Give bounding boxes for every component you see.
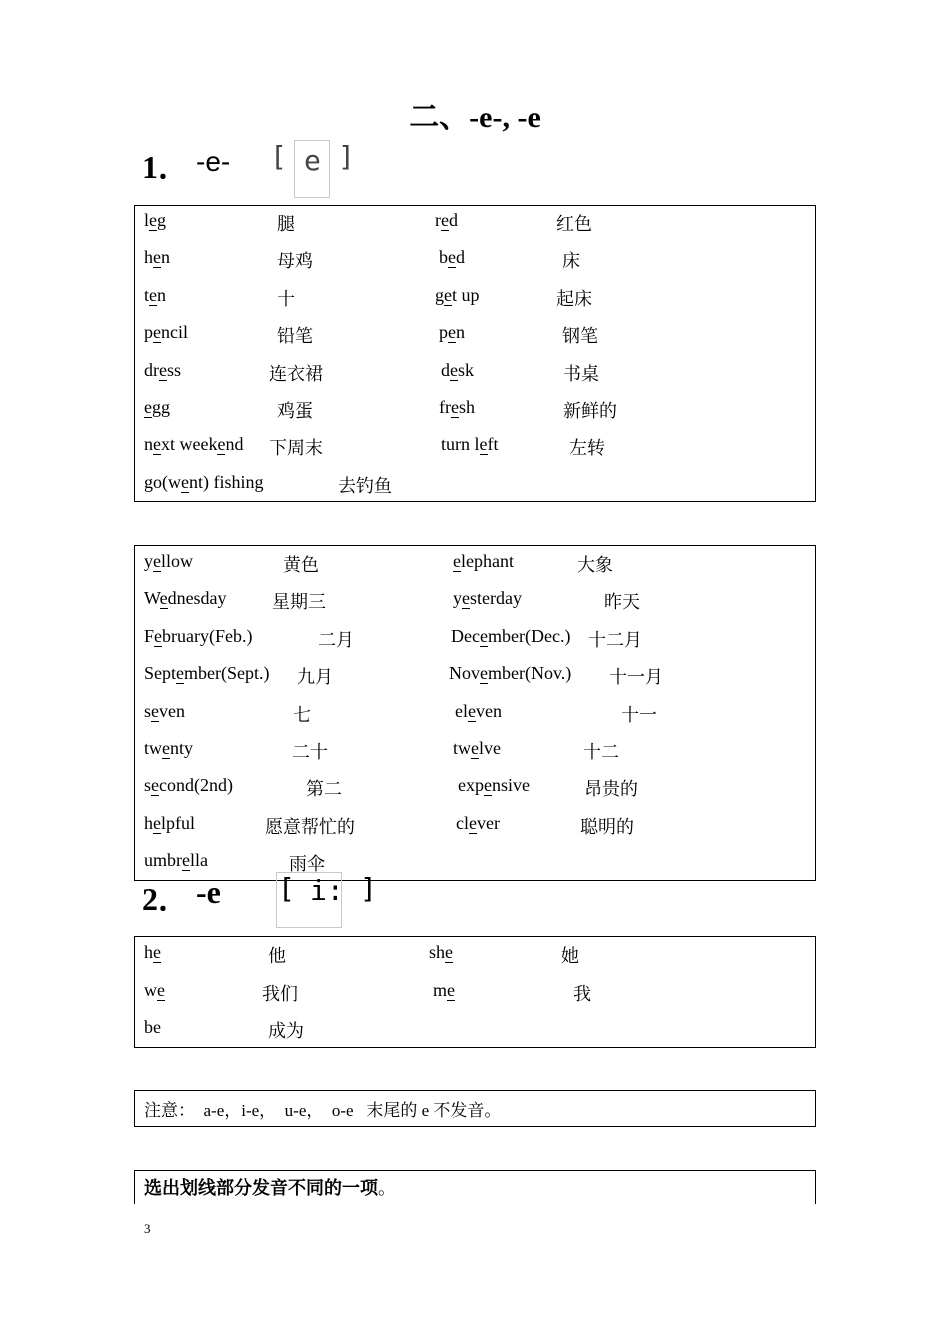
word-meaning: 十一月 (609, 667, 663, 688)
word-table-1 (134, 205, 816, 502)
word-en: me (433, 979, 456, 1000)
word-en: helpful (144, 812, 195, 833)
word-meaning: 第二 (306, 779, 342, 800)
word-en: dress (144, 359, 182, 380)
word-meaning: 愿意帮忙的 (265, 816, 355, 837)
word-meaning: 去钓鱼 (338, 475, 392, 496)
page-title: 二、-e-, -e (409, 101, 541, 134)
word-en: turn left (441, 434, 499, 455)
word-meaning: 昨天 (604, 592, 640, 613)
word-en: egg (144, 397, 170, 417)
word-meaning: 鸡蛋 (277, 401, 313, 421)
word-meaning: 床 (562, 251, 580, 272)
word-meaning: 她 (561, 946, 579, 966)
word-en: be (144, 1017, 161, 1038)
section-2-number: 2． (142, 881, 191, 917)
page-number: 3 (144, 1221, 151, 1236)
word-meaning: 大象 (577, 555, 613, 575)
exercise-title: 选出划线部分发音不同的一项。 (144, 1178, 396, 1198)
word-meaning: 二十 (292, 742, 328, 762)
word-meaning: 腿 (277, 214, 295, 234)
word-en: yesterday (453, 588, 522, 609)
word-meaning: 九月 (297, 667, 333, 688)
word-meaning: 十 (277, 288, 295, 309)
word-en: bed (439, 247, 465, 268)
word-en: leg (144, 210, 167, 230)
word-en: clever (456, 812, 500, 833)
word-en: November(Nov.) (449, 663, 572, 684)
section-2-pattern: -e (196, 874, 221, 910)
word-meaning: 十一 (621, 704, 657, 725)
section-1-number: 1． (142, 149, 191, 185)
word-meaning: 母鸡 (277, 251, 313, 272)
word-en: seven (144, 700, 186, 721)
word-en: December(Dec.) (451, 625, 571, 646)
word-en: next weekend (144, 434, 244, 455)
word-en: hen (144, 247, 170, 268)
word-en: expensive (458, 775, 530, 796)
word-en: red (435, 210, 458, 230)
word-meaning: 连衣裙 (269, 363, 323, 384)
word-meaning: 昂贵的 (584, 779, 638, 800)
word-en: fresh (439, 397, 476, 417)
word-meaning: 十二 (583, 742, 619, 762)
word-en: elephant (453, 551, 514, 571)
word-en: she (429, 942, 454, 962)
word-meaning: 星期三 (272, 592, 326, 613)
word-en: eleven (455, 700, 502, 721)
word-meaning: 新鲜的 (563, 401, 617, 421)
word-meaning: 起床 (556, 288, 592, 309)
section-1-phonetic-open: [ (270, 140, 287, 173)
note-text: 注意： a-e，i-e， u-e， o-e 末尾的 e 不发音。 (144, 1101, 502, 1120)
word-meaning: 下周末 (269, 438, 323, 459)
word-en: September(Sept.) (144, 663, 270, 684)
word-en: twenty (144, 738, 194, 758)
section-2-phonetic-open: [ (278, 872, 295, 905)
word-en: umbrella (144, 850, 208, 871)
section-1-pattern: -e- (196, 146, 231, 177)
word-en: we (144, 979, 165, 1000)
section-2-phonetic-close: ] (360, 872, 377, 905)
word-meaning: 十二月 (588, 629, 642, 650)
word-meaning: 我们 (262, 983, 298, 1004)
word-meaning: 他 (268, 946, 286, 966)
word-meaning: 雨伞 (289, 854, 325, 875)
word-meaning: 我 (573, 983, 591, 1004)
word-meaning: 二月 (318, 629, 354, 650)
word-en: pencil (144, 322, 188, 343)
word-en: desk (441, 359, 475, 380)
word-en: yellow (144, 551, 194, 571)
section-1-phonetic: e (304, 144, 321, 177)
word-en: ten (144, 284, 167, 305)
word-en: he (144, 942, 161, 962)
word-meaning: 七 (293, 704, 311, 725)
word-en: February(Feb.) (144, 625, 253, 646)
section-1-phonetic-close: ] (338, 140, 355, 173)
word-meaning: 聪明的 (580, 816, 634, 837)
word-table-3 (134, 936, 816, 1048)
word-meaning: 钢笔 (562, 326, 598, 347)
word-meaning: 成为 (268, 1021, 304, 1042)
word-en: twelve (453, 738, 501, 758)
word-meaning: 书桌 (563, 363, 599, 384)
word-meaning: 红色 (556, 214, 592, 234)
word-en: get up (435, 284, 480, 305)
word-en: pen (439, 322, 465, 343)
word-meaning: 黄色 (283, 555, 319, 575)
word-en: second(2nd) (144, 775, 233, 796)
word-meaning: 左转 (569, 438, 605, 459)
word-en: Wednesday (144, 588, 227, 609)
word-meaning: 铅笔 (277, 326, 313, 347)
section-2-phonetic: i: (310, 874, 344, 907)
word-en: go(went) fishing (144, 471, 264, 492)
